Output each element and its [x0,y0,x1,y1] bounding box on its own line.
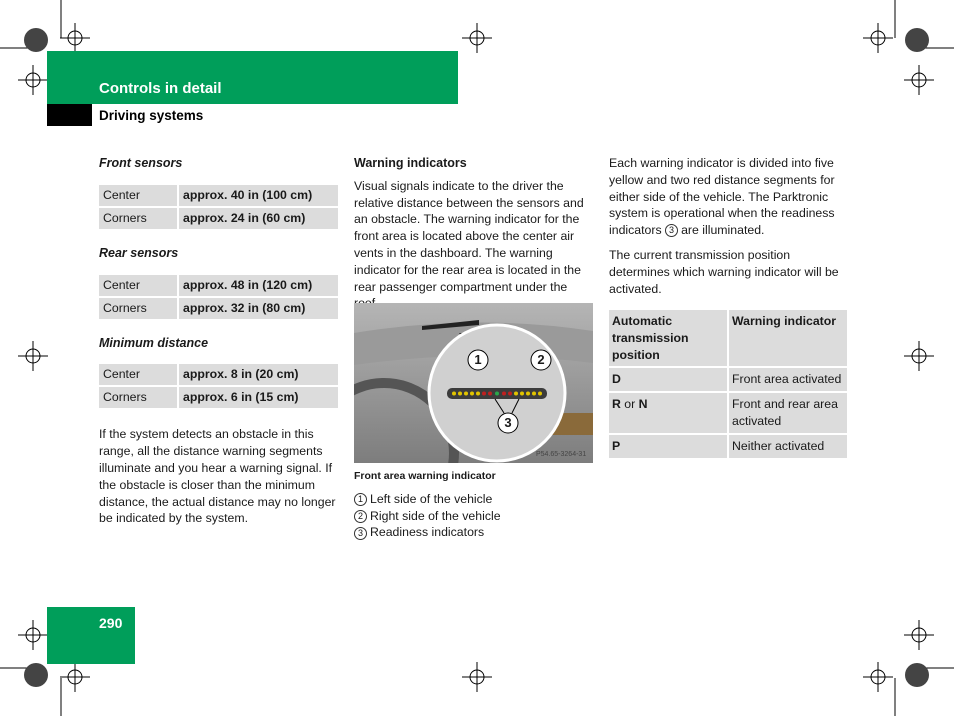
legend-text: Readiness indicators [370,525,485,540]
legend-item [354,491,594,508]
header-cell: Warning indicator [728,310,847,367]
section-title: Controls in detail [99,80,222,97]
gear-letter: R [612,397,621,412]
right-column [609,155,849,297]
minimum-distance-note: If the system detects an obstacle in this range, all the distance warning segments illuminate and you hear a warning signal. If the obstacle is closer than the minimum distance, the actual distance may no longer be indicated by the system. [99,427,336,526]
figure-caption-block [354,468,594,541]
cell-value: approx. 6 in (15 cm) [178,386,338,409]
legend-item [354,524,594,541]
rear-sensors-heading: Rear sensors [99,245,179,260]
gear-letter: P [612,438,621,453]
legend-number: 2 [354,510,367,523]
legend-number: 3 [354,527,367,540]
front-sensors-heading: Front sensors [99,156,183,170]
cell-value: approx. 48 in (120 cm) [178,275,338,297]
paragraph-text: are illuminated. [681,223,765,238]
position-cell [609,392,728,434]
position-cell [609,434,728,459]
table-row [609,434,847,459]
figure-caption: Front area warning indicator [354,470,496,482]
minimum-distance-table [99,364,338,410]
cell-value: approx. 32 in (80 cm) [178,297,338,320]
rear-sensors-table [99,275,338,321]
header-cell: Automatic transmission position [609,310,728,367]
minimum-distance-heading: Minimum distance [99,335,209,350]
indicator-segments [354,303,593,463]
cell-label: Center [99,275,178,297]
warning-indicators-heading: Warning indicators [354,156,467,170]
indicator-cell: Front and rear area activated [728,392,847,434]
cell-label: Corners [99,386,178,409]
figure-code: P54.65-3264-31 [536,451,587,458]
middle-column [354,155,594,312]
inline-number: 3 [665,224,678,237]
left-column [99,155,339,527]
paragraph-text: Each warning indicator is divided into five yellow and two red distance segments for either side of the vehicle. The Parktronic system is operational when the readiness indicators [609,156,835,238]
page-number: 290 [99,615,123,631]
cell-value: approx. 24 in (60 cm) [178,207,338,230]
table-row [99,297,338,320]
legend-number: 1 [354,493,367,506]
legend-text: Right side of the vehicle [370,508,501,523]
front-warning-indicator-figure [354,303,593,463]
position-cell [609,367,728,392]
subheader-black-tab [47,104,92,126]
transmission-paragraph: The current transmission position determines which warning indicator will be activated. [609,247,839,296]
indicator-cell: Neither activated [728,434,847,459]
transmission-table-wrapper [609,310,847,460]
callout-1: 1 [474,352,482,367]
transmission-table [609,310,847,460]
segments-paragraph [609,155,849,239]
table-header-row [609,310,847,367]
cell-label: Corners [99,207,178,230]
callout-3: 3 [504,415,512,430]
callout-2: 2 [537,352,545,367]
table-row [99,185,338,207]
subsection-title: Driving systems [99,108,204,123]
legend-text: Left side of the vehicle [370,491,493,506]
cell-label: Corners [99,297,178,320]
cell-value: approx. 8 in (20 cm) [178,364,338,386]
table-row [609,392,847,434]
warning-indicators-text: Visual signals indicate to the driver the relative distance between the sensors and an obstacle. The warning indicator for the front area is located above the center air vents in the dashboard. The warning indicator for the rear area is located in the rear passenger compartment under the [354,178,584,294]
gear-letter: D [612,372,621,387]
table-row [99,275,338,297]
cell-value: approx. 40 in (100 cm) [178,185,338,207]
cell-label: Center [99,185,178,207]
table-row [99,386,338,409]
table-row [99,364,338,386]
front-sensors-table [99,185,338,231]
cell-label: Center [99,364,178,386]
gear-letter: N [638,397,648,412]
or-text: or [620,397,639,412]
table-row [609,367,847,392]
table-row [99,207,338,230]
legend-item [354,508,594,525]
indicator-cell: Front area activated [728,367,847,392]
